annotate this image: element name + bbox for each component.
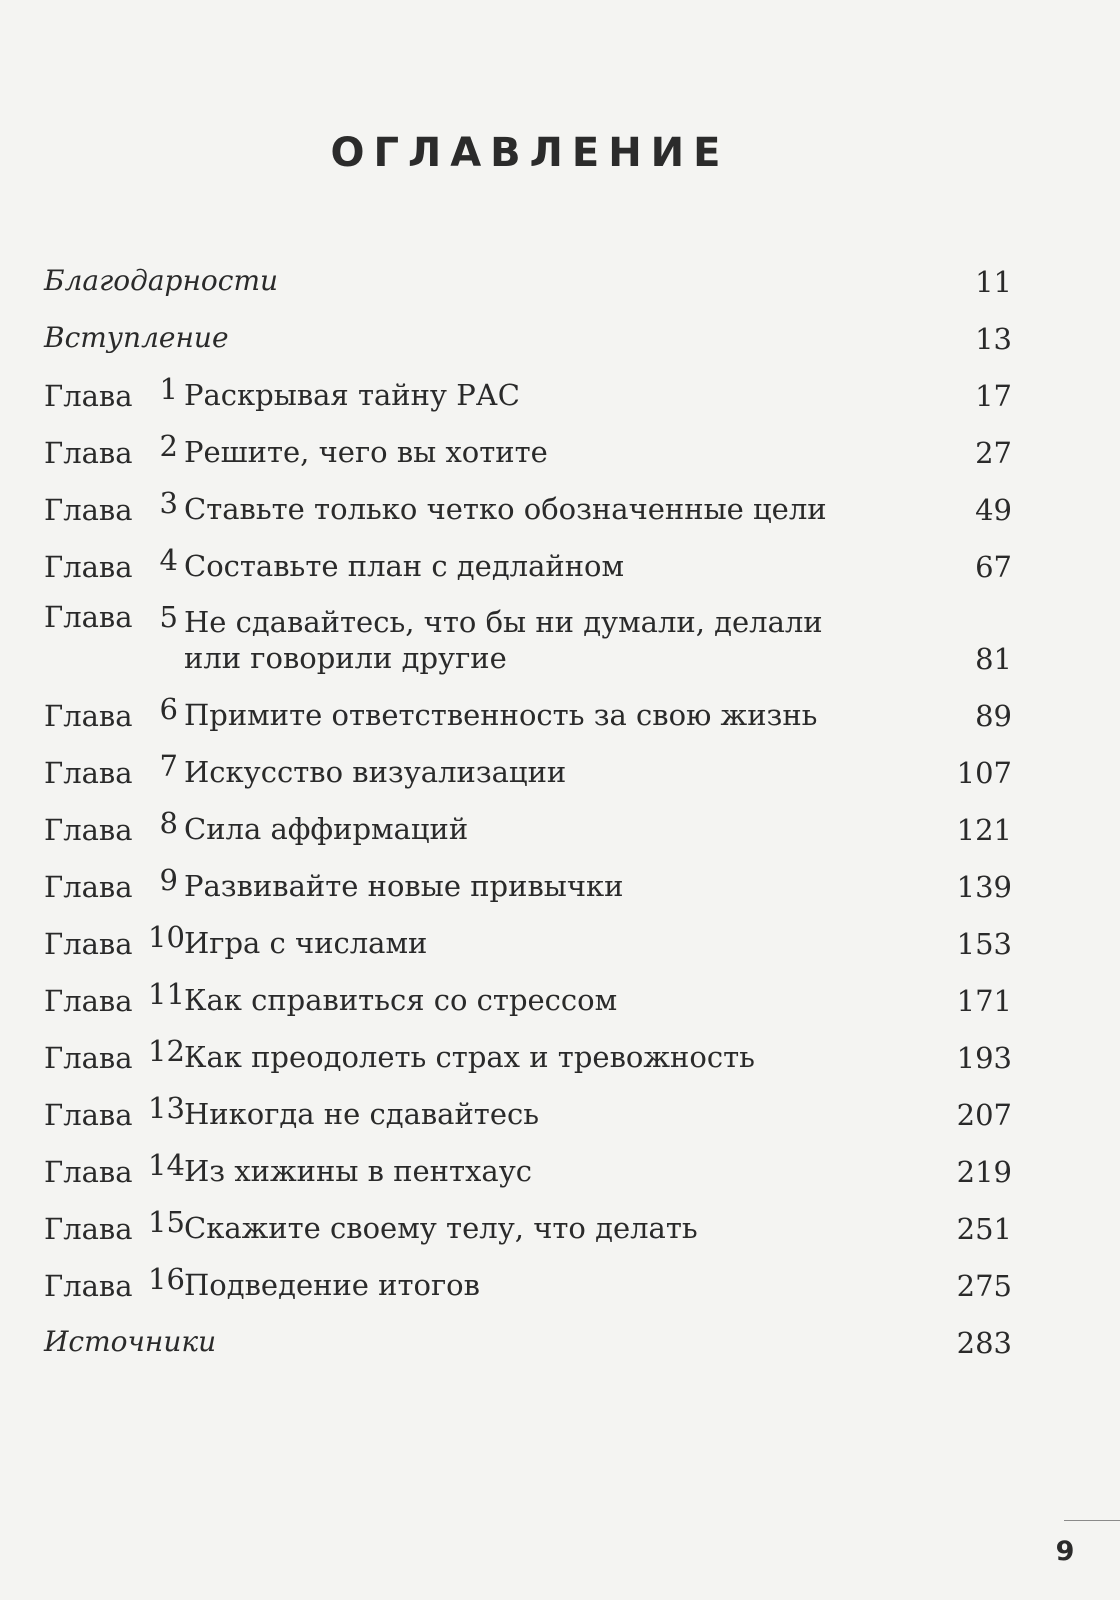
entry-title: Источники (44, 1325, 217, 1358)
table-of-contents (44, 256, 1012, 1374)
page-number: 139 (956, 870, 1012, 904)
chapter-number: 2 (159, 429, 178, 463)
chapter-number: 14 (148, 1148, 185, 1182)
toc-entry-chapter-16[interactable] (44, 1260, 1012, 1317)
toc-entry-chapter-8[interactable] (44, 804, 1012, 861)
page-number: 283 (956, 1326, 1012, 1360)
page-number: 219 (956, 1155, 1012, 1189)
toc-entry-acknowledgements[interactable] (44, 256, 1012, 313)
page-number: 27 (975, 436, 1012, 470)
chapter-number: 10 (148, 920, 185, 954)
toc-entry-chapter-10[interactable] (44, 918, 1012, 975)
entry-title: Скажите своему телу, что делать (184, 1211, 698, 1245)
entry-title: Сила аффирмаций (184, 812, 469, 846)
chapter-number: 4 (159, 543, 178, 577)
toc-entry-chapter-12[interactable] (44, 1032, 1012, 1089)
page-number: 17 (975, 379, 1012, 413)
page-title: ОГЛАВЛЕНИЕ (330, 130, 730, 176)
page-number: 13 (975, 322, 1012, 356)
page-number: 121 (956, 813, 1012, 847)
chapter-number: 7 (159, 749, 178, 783)
entry-title: Игра с числами (184, 926, 428, 960)
toc-entry-sources[interactable] (44, 1317, 1012, 1374)
page-number: 275 (956, 1269, 1012, 1303)
chapter-label: Глава (44, 600, 133, 634)
chapter-label: Глава (44, 1155, 133, 1189)
entry-title: Никогда не сдавайтесь (184, 1097, 540, 1131)
folio-rule (1064, 1520, 1120, 1521)
entry-title: Составьте план с дедлайном (184, 549, 625, 583)
entry-title: Как преодолеть страх и тревожность (184, 1040, 755, 1074)
toc-entry-chapter-6[interactable] (44, 690, 1012, 747)
chapter-label: Глава (44, 756, 133, 790)
toc-entry-chapter-9[interactable] (44, 861, 1012, 918)
chapter-number: 1 (159, 372, 178, 406)
page-number: 207 (956, 1098, 1012, 1132)
page-number: 107 (956, 756, 1012, 790)
chapter-number: 5 (159, 600, 178, 634)
page-number: 49 (975, 493, 1012, 527)
entry-title: Раскрывая тайну РАС (184, 378, 520, 412)
chapter-label: Глава (44, 1269, 133, 1303)
toc-entry-chapter-3[interactable] (44, 484, 1012, 541)
chapter-number: 8 (159, 806, 178, 840)
toc-entry-chapter-4[interactable] (44, 541, 1012, 598)
chapter-label: Глава (44, 550, 133, 584)
page-folio: 9 (1055, 1536, 1075, 1567)
page-number: 251 (956, 1212, 1012, 1246)
chapter-label: Глава (44, 1041, 133, 1075)
toc-entry-introduction[interactable] (44, 313, 1012, 370)
chapter-label: Глава (44, 984, 133, 1018)
chapter-number: 12 (148, 1034, 185, 1068)
page-number: 81 (975, 642, 1012, 676)
chapter-label: Глава (44, 699, 133, 733)
chapter-number: 3 (159, 486, 178, 520)
page-number: 67 (975, 550, 1012, 584)
toc-entry-chapter-15[interactable] (44, 1203, 1012, 1260)
page-number: 11 (975, 265, 1012, 299)
chapter-label: Глава (44, 1212, 133, 1246)
toc-entry-chapter-5[interactable] (44, 598, 1012, 690)
chapter-label: Глава (44, 436, 133, 470)
toc-entry-chapter-11[interactable] (44, 975, 1012, 1032)
chapter-number: 16 (148, 1262, 185, 1296)
entry-title: Из хижины в пентхаус (184, 1154, 532, 1188)
page-number: 89 (975, 699, 1012, 733)
chapter-label: Глава (44, 927, 133, 961)
chapter-label: Глава (44, 813, 133, 847)
chapter-label: Глава (44, 870, 133, 904)
entry-title: Искусство визуализации (184, 755, 567, 789)
entry-title: Ставьте только четко обозначенные цели (184, 492, 827, 526)
chapter-number: 15 (148, 1205, 185, 1239)
entry-title: Не сдавайтесь, что бы ни думали, делали или говорили другие (184, 605, 823, 675)
toc-entry-chapter-1[interactable] (44, 370, 1012, 427)
toc-entry-chapter-13[interactable] (44, 1089, 1012, 1146)
chapter-number: 11 (148, 977, 185, 1011)
entry-title: Развивайте новые привычки (184, 869, 624, 903)
page-number: 193 (956, 1041, 1012, 1075)
chapter-number: 13 (148, 1091, 185, 1125)
entry-title: Как справиться со стрессом (184, 983, 618, 1017)
chapter-label: Глава (44, 379, 133, 413)
chapter-number: 6 (159, 692, 178, 726)
entry-title: Благодарности (44, 264, 279, 297)
entry-title: Примите ответственность за свою жизнь (184, 698, 818, 732)
toc-entry-chapter-2[interactable] (44, 427, 1012, 484)
toc-entry-chapter-14[interactable] (44, 1146, 1012, 1203)
chapter-label: Глава (44, 1098, 133, 1132)
entry-title: Вступление (44, 321, 229, 354)
page-number: 171 (956, 984, 1012, 1018)
entry-title: Решите, чего вы хотите (184, 435, 548, 469)
chapter-label: Глава (44, 493, 133, 527)
page-number: 153 (956, 927, 1012, 961)
toc-entry-chapter-7[interactable] (44, 747, 1012, 804)
entry-title: Подведение итогов (184, 1268, 480, 1302)
chapter-number: 9 (159, 863, 178, 897)
